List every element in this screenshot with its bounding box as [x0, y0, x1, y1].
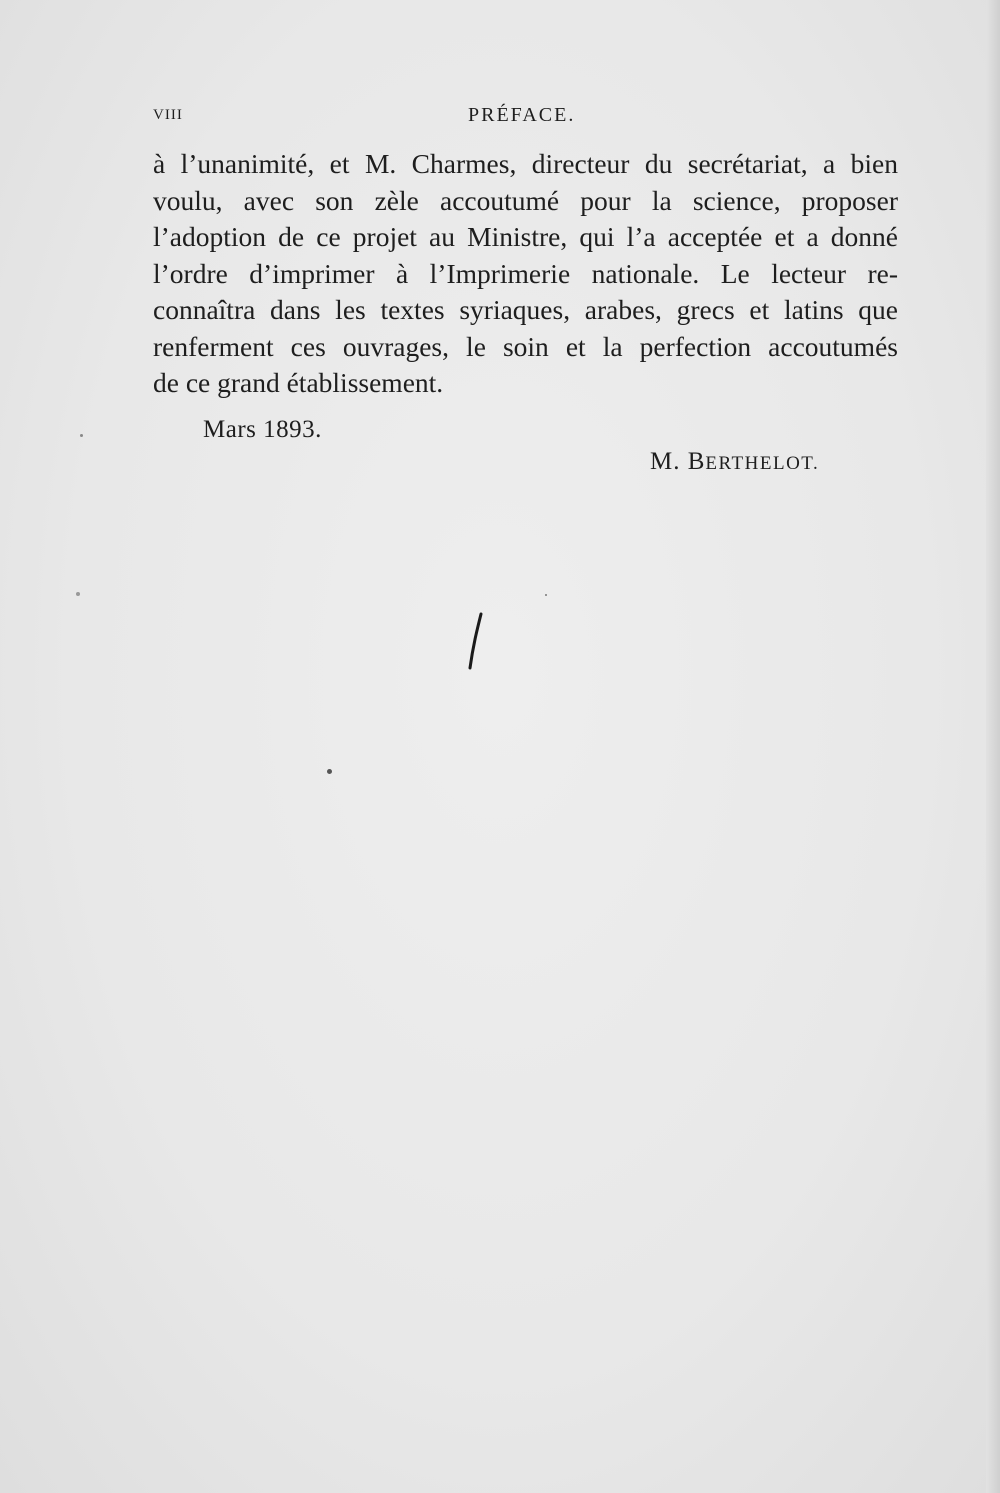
paper-speck: [545, 594, 547, 596]
signature-surname: ERTHELOT.: [705, 453, 820, 474]
dateline: Mars 1893.: [203, 416, 322, 443]
paper-speck: [76, 592, 80, 596]
running-head: PRÉFACE.: [468, 104, 576, 126]
ink-stroke-mark: [463, 612, 487, 672]
text-line: l’adoption de ce projet au Ministre, qui l’a acceptée et a donné: [153, 221, 898, 252]
page-edge-shadow: [986, 0, 1000, 1493]
text-line: l’ordre d’imprimer à l’Imprimerie nationale. Le lecteur re-: [153, 257, 898, 289]
signature: [650, 448, 819, 476]
text-line: à l’unanimité, et M. Charmes, directeur du secrétariat, a bien: [153, 148, 898, 179]
text-line: renferment ces ouvrages, le soin et la perfection accoutumés: [153, 330, 898, 362]
body-paragraph: [153, 146, 898, 402]
text-line: connaîtra dans les textes syriaques, arabes, grecs et latins que: [153, 294, 898, 325]
paper-speck: [80, 434, 83, 437]
paper-speck: [327, 769, 332, 774]
text-line: voulu, avec son zèle accoutumé pour la science, proposer: [153, 184, 898, 216]
signature-initial: M. B: [650, 448, 706, 475]
page-number: VIII: [153, 107, 183, 123]
text-line: de ce grand établissement.: [153, 367, 444, 398]
